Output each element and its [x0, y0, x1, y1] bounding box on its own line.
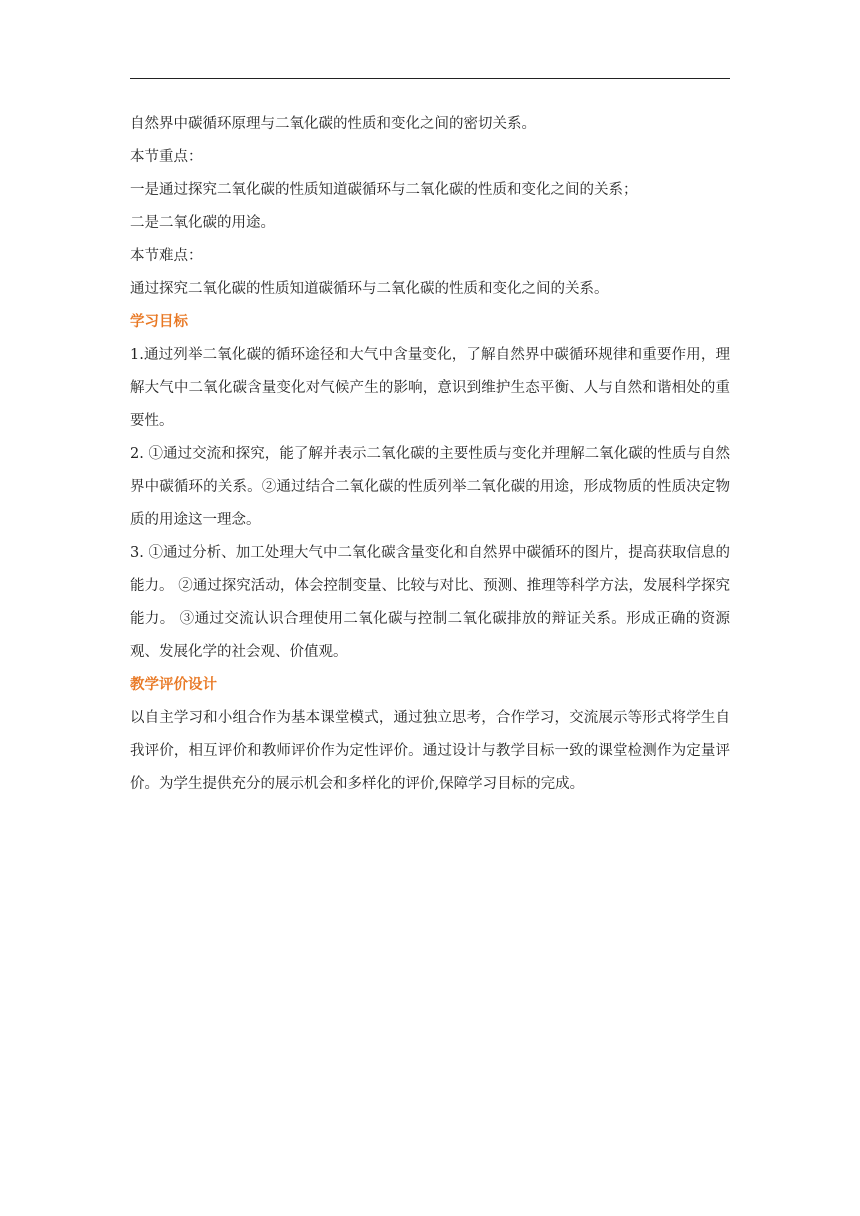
- difficult-points-label: 本节难点：: [130, 248, 203, 264]
- objective-2: 2. ①通过交流和探究，能了解并表示二氧化碳的主要性质与变化并理解二氧化碳的性质与自然界中碳循环的关系。②通过结合二氧化碳的性质列举二氧化碳的用途，形成物质的性质决定物质的用途这一理念。: [130, 446, 730, 528]
- key-point-1: 一是通过探究二氧化碳的性质知道碳循环与二氧化碳的性质和变化之间的关系；: [130, 182, 638, 198]
- learning-objectives-heading: 学习目标: [130, 314, 188, 330]
- key-point-2: 二是二氧化碳的用途。: [130, 215, 275, 231]
- objective-1: 1.通过列举二氧化碳的循环途径和大气中含量变化，了解自然界中碳循环规律和重要作用，理解大气中二氧化碳含量变化对气候产生的影响，意识到维护生态平衡、人与自然和谐相处的重要性。: [130, 347, 730, 429]
- difficult-point-1: 通过探究二氧化碳的性质知道碳循环与二氧化碳的性质和变化之间的关系。: [130, 281, 609, 297]
- objective-3: 3. ①通过分析、加工处理大气中二氧化碳含量变化和自然界中碳循环的图片，提高获取信息的能力。 ②通过探究活动，体会控制变量、比较与对比、预测、推理等科学方法，发展科学探究能力。 ③通过交流认识合理使用二氧化碳与控制二氧化碳排放的辩证关系。形成正确的资源观、发展化学的社会观、价值观。: [130, 545, 730, 660]
- document-body: [130, 108, 730, 801]
- evaluation-design-text: 以自主学习和小组合作为基本课堂模式，通过独立思考，合作学习，交流展示等形式将学生自我评价，相互评价和教师评价作为定性评价。通过设计与教学目标一致的课堂检测作为定量评价。为学生提供充分的展示机会和多样化的评价,保障学习目标的完成。: [130, 710, 730, 792]
- header-rule: [130, 78, 730, 79]
- key-points-label: 本节重点：: [130, 149, 203, 165]
- evaluation-design-heading: 教学评价设计: [130, 677, 217, 693]
- intro-line: 自然界中碳循环原理与二氧化碳的性质和变化之间的密切关系。: [130, 116, 536, 132]
